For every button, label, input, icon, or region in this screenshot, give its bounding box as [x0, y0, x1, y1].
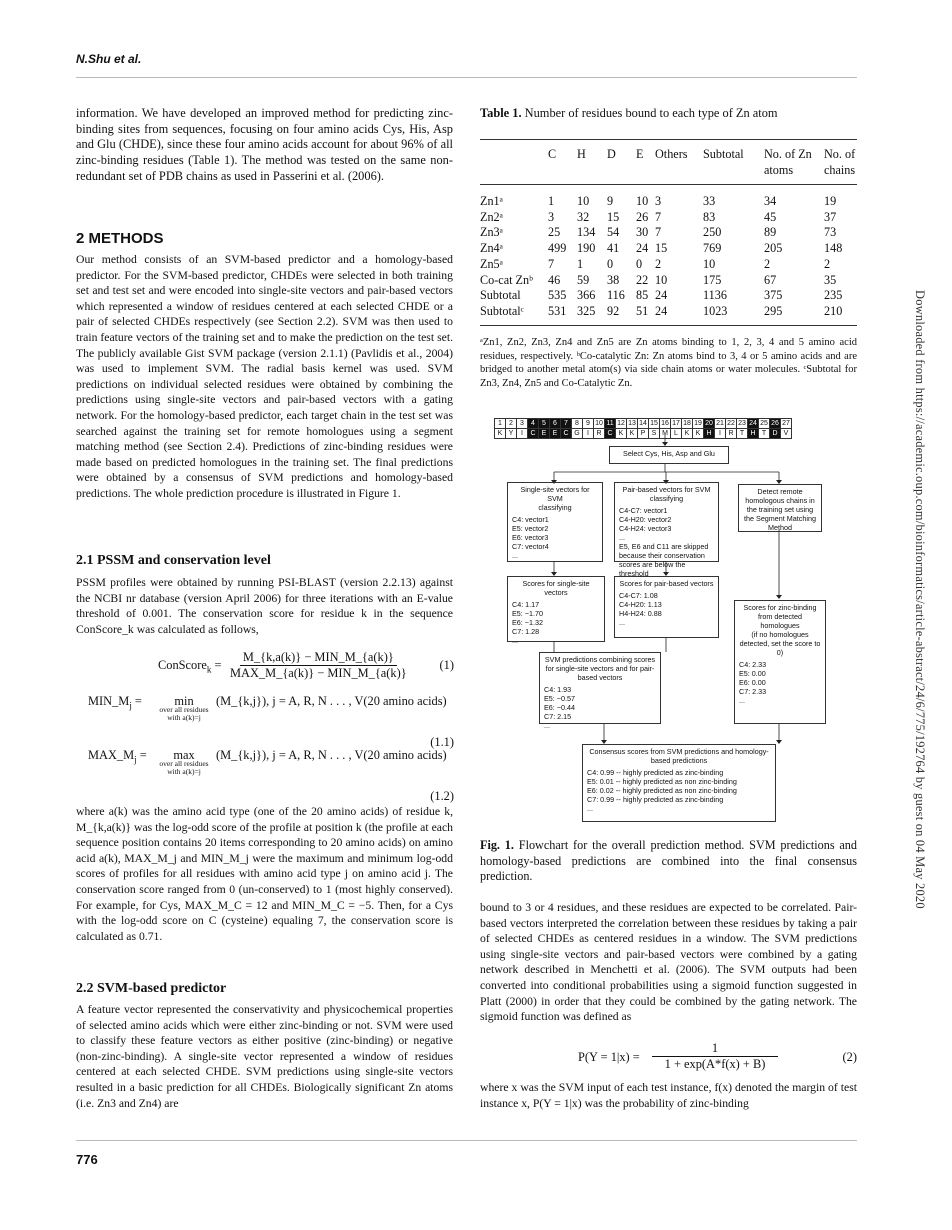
box-title-line: the Segment Matching — [744, 514, 816, 523]
table-cell: 89 — [764, 225, 777, 240]
section-2-1-heading: 2.1 PSSM and conservation level — [76, 553, 271, 568]
download-sidebar: Downloaded from https://academic.oup.com/bioinformatics/article-abstract/24/6/775/192764 by guest on 04 May 2020 — [913, 290, 927, 909]
single-site-vectors-box — [507, 482, 603, 562]
box-line: E5: −1.70 — [512, 609, 543, 618]
box-line: C4-H24: vector3 — [619, 524, 672, 533]
table-cell: 45 — [764, 209, 777, 224]
table-cell: 35 — [824, 272, 837, 287]
equation-2 — [578, 1041, 857, 1075]
th-e: E — [636, 147, 644, 161]
eq11-operator: min — [174, 694, 194, 708]
eq1-lhs: ConScore — [158, 658, 207, 672]
box-line: ... — [512, 551, 518, 560]
sequence-residue-cell: V — [780, 428, 792, 439]
box-line: C4: 0.99 -- highly predicted as zinc-binding — [587, 768, 724, 777]
sequence-position-cell: 25 — [758, 418, 770, 429]
table-cell: 366 — [577, 288, 596, 303]
table-cell: 0 — [636, 256, 643, 271]
homology-scores-box — [734, 600, 826, 724]
table-row-label: Zn5ᵃ — [480, 256, 503, 271]
sequence-position-cell: 8 — [571, 418, 583, 429]
table-top-rule — [480, 139, 857, 140]
box-line: ... — [739, 696, 745, 705]
sequence-residue-cell: L — [670, 428, 682, 439]
box-line: because their conservation — [619, 551, 705, 560]
table-cell: 190 — [577, 241, 596, 256]
table-cell: 205 — [764, 241, 783, 256]
table-cell: 51 — [636, 303, 649, 318]
table-1-body — [480, 194, 857, 320]
page-number: 776 — [76, 1152, 98, 1167]
table-cell: 67 — [764, 272, 777, 287]
box-line: E5, E6 and C11 are skipped — [619, 542, 709, 551]
select-chde-box: Select Cys, His, Asp and Glu — [609, 446, 729, 464]
consensus-scores-box — [582, 744, 776, 822]
sequence-residue-cell: C — [604, 428, 616, 439]
sequence-residue-cell: S — [648, 428, 660, 439]
table-row-label: Subtotal — [480, 288, 521, 303]
eq12-lhs: MAX_M — [88, 748, 135, 762]
homology-detection-box — [738, 484, 822, 532]
box-line: H4-H24: 0.88 — [619, 609, 662, 618]
box-title-line: the training set using — [746, 505, 814, 514]
table-header-rule — [480, 184, 857, 185]
sequence-position-cell: 12 — [615, 418, 627, 429]
table-cell: 769 — [703, 241, 722, 256]
table-1 — [480, 147, 857, 178]
th-subtotal: Subtotal — [703, 147, 744, 161]
sequence-residue-cell: C — [560, 428, 572, 439]
sequence-position-cell: 18 — [681, 418, 693, 429]
table-row — [480, 194, 857, 210]
box-title-line: Pair-based vectors for SVM — [622, 485, 711, 494]
box-line: C7: 0.99 -- highly predicted as zinc-binding — [587, 795, 724, 804]
sequence-position-cell: 22 — [725, 418, 737, 429]
box-title-line: Consensus scores from SVM predictions and homology- — [589, 747, 769, 756]
table-1-grid — [480, 147, 857, 178]
sequence-residue-cell: K — [626, 428, 638, 439]
sigmoid-paragraph: where x was the SVM input of each test instance, f(x) denoted the margin of test instance x, P(Y = 1|x) was the probability of zinc-binding — [480, 1081, 857, 1110]
table-cell: 15 — [607, 209, 620, 224]
figure-1-label: Fig. 1. — [480, 838, 514, 852]
table-row — [480, 273, 857, 289]
sequence-position-cell: 14 — [637, 418, 649, 429]
table-row-label: Zn2ᵃ — [480, 209, 503, 224]
box-line: E6: vector3 — [512, 533, 549, 542]
table-cell: 1136 — [703, 288, 727, 303]
sequence-position-cell: 6 — [549, 418, 561, 429]
table-cell: 235 — [824, 288, 843, 303]
pair-based-scores-box — [614, 576, 719, 638]
table-cell: 73 — [824, 225, 837, 240]
eq11-rhs: (M_{k,j}), j = A, R, N . . . , V(20 amino acids) — [216, 694, 447, 708]
box-title-line: Method — [768, 523, 792, 532]
table-cell: 325 — [577, 303, 596, 318]
sequence-residue-cell: C — [527, 428, 539, 439]
box-title-line: (if no homologues — [751, 630, 809, 639]
box-line: C7: 1.28 — [512, 627, 540, 636]
sequence-position-cell: 23 — [736, 418, 748, 429]
box-line: ... — [619, 533, 625, 542]
equation-1-2: $MAX\_M_j$ = max over all residues with a(k)=j (M_{k,j}), j = A, R, N . . . , V(20 amino acids) — [88, 748, 447, 776]
sequence-residue-cell: T — [758, 428, 770, 439]
table-row — [480, 304, 857, 320]
table-cell: 250 — [703, 225, 722, 240]
box-title-line: classifying — [538, 503, 572, 512]
box-title-line: Scores for pair-based vectors — [619, 579, 714, 588]
table-cell: 54 — [607, 225, 620, 240]
running-header-author: N.Shu et al. — [76, 52, 142, 66]
box-title-line: based vectors — [577, 673, 623, 682]
table-cell: 1 — [577, 256, 584, 271]
box-line: C7: 2.15 — [544, 712, 572, 721]
figure-1-caption-text: Flowchart for the overall prediction method. SVM predictions and homology-based predictions are combined into the final consensus prediction. — [480, 838, 857, 884]
box-title-line: Scores for zinc-binding — [743, 603, 817, 612]
sequence-position-cell: 1 — [494, 418, 506, 429]
header-rule — [76, 77, 857, 78]
sequence-position-cell: 2 — [505, 418, 517, 429]
sequence-residue-cell: P — [637, 428, 649, 439]
table-cell: 295 — [764, 303, 783, 318]
table-cell: 26 — [636, 209, 649, 224]
sequence-residue-cell: I — [714, 428, 726, 439]
box-line: scores are below the threshold — [619, 560, 686, 578]
table-cell: 22 — [636, 272, 649, 287]
box-line: E5: −0.57 — [544, 694, 575, 703]
table-row-label: Zn4ᵃ — [480, 241, 503, 256]
table-cell: 24 — [655, 288, 668, 303]
sequence-residue-cell: D — [769, 428, 781, 439]
table-row-label: Zn1ᵃ — [480, 194, 503, 208]
table-1-caption-text: Number of residues bound to each type of Zn atom — [524, 106, 778, 120]
table-1-label: Table 1. — [480, 106, 522, 120]
th-c: C — [548, 147, 557, 161]
figure-1-caption — [480, 838, 857, 885]
table-cell: 10 — [703, 256, 716, 271]
sequence-position-cell: 5 — [538, 418, 550, 429]
sequence-position-cell: 19 — [692, 418, 704, 429]
table-cell: 175 — [703, 272, 722, 287]
box-title-line: Single-site vectors for SVM — [520, 485, 590, 503]
table-cell: 2 — [655, 256, 662, 271]
eq12-under-2: with a(k)=j — [167, 767, 201, 776]
table-cell: 85 — [636, 288, 649, 303]
box-title-line: from detected homologues — [758, 612, 802, 630]
sequence-residue-cell: R — [725, 428, 737, 439]
eq12-rhs: (M_{k,j}), j = A, R, N . . . , V(20 amino acids) — [216, 748, 447, 762]
box-line: E5: 0.01 -- highly predicted as non zinc-binding — [587, 777, 737, 786]
figure-1-flowchart — [494, 412, 844, 824]
table-cell: 7 — [655, 225, 662, 240]
table-row-label: Co-cat Znᵇ — [480, 272, 533, 287]
eq1-denominator: MAX_M_{a(k)} − MIN_M_{a(k)} — [230, 666, 407, 680]
box-title-line: detected, set the score to 0) — [739, 639, 821, 657]
sequence-position-cell: 17 — [670, 418, 682, 429]
table-header-row — [480, 147, 857, 178]
sequence-position-cell: 16 — [659, 418, 671, 429]
sequence-residue-cell: R — [593, 428, 605, 439]
sequence-position-cell: 21 — [714, 418, 726, 429]
sequence-position-cell: 15 — [648, 418, 660, 429]
table-cell: 38 — [607, 272, 620, 287]
table-cell: 0 — [607, 256, 614, 271]
table-row — [480, 210, 857, 226]
th-d: D — [607, 147, 616, 161]
sequence-residue-cell: H — [703, 428, 715, 439]
table-row — [480, 241, 857, 257]
sequence-position-cell: 27 — [780, 418, 792, 429]
th-chains: No. of chains — [824, 147, 856, 177]
sequence-residue-cell: M — [659, 428, 671, 439]
single-site-scores-box — [507, 576, 605, 645]
box-title-line: homologous chains in — [745, 496, 815, 505]
svm-combined-box — [539, 652, 661, 730]
table-row — [480, 288, 857, 304]
equation-1: ConScore$_k$ = M_{k,a(k)} − MIN_M_{a(k)} MAX_M_{a(k)} − MIN_M_{a(k)} (1) — [158, 650, 454, 680]
eq11-lhs: MIN_M — [88, 694, 130, 708]
sequence-position-cell: 11 — [604, 418, 616, 429]
equation-1-1: $MIN\_M_j$ = min over all residues with a(k)=j (M_{k,j}), j = A, R, N . . . , V(20 amino acids) — [88, 694, 447, 722]
eq11-under-2: with a(k)=j — [167, 713, 201, 722]
sequence-position-cell: 4 — [527, 418, 539, 429]
box-line: ... — [544, 721, 550, 730]
eq2-tag: (2) — [842, 1050, 857, 1064]
section-2-heading: 2 METHODS — [76, 230, 164, 247]
table-cell: 92 — [607, 303, 620, 318]
box-line: C4: 1.93 — [544, 685, 572, 694]
eq1-tag: (1) — [439, 658, 454, 672]
table-cell: 1023 — [703, 303, 728, 318]
table-cell: 1 — [548, 194, 555, 208]
box-title-line: classifying — [649, 494, 684, 503]
table-cell: 2 — [764, 256, 771, 271]
eq2-numerator: 1 — [652, 1041, 778, 1057]
table-cell: 15 — [655, 241, 668, 256]
box-title-line: Detect remote — [757, 487, 803, 496]
sequence-position-cell: 3 — [516, 418, 528, 429]
pssm-paragraph: PSSM profiles were obtained by running PSI-BLAST (version 2.2.13) against the NCBI nr database (version April 2006) for three iterations with an E-value threshold of 0.001. The conservation score for residue k in the sequence ConScore_k was calculated as follows, — [76, 576, 453, 636]
table-cell: 375 — [764, 288, 783, 303]
box-line: C7: vector4 — [512, 542, 549, 551]
sequence-position-cell: 20 — [703, 418, 715, 429]
eq12-operator: max — [173, 748, 195, 762]
sequence-position-cell: 10 — [593, 418, 605, 429]
sequence-position-cell: 9 — [582, 418, 594, 429]
sequence-residue-cell: G — [571, 428, 583, 439]
eq1-numerator: M_{k,a(k)} − MIN_M_{a(k)} — [240, 650, 397, 666]
table-cell: 116 — [607, 288, 625, 303]
table-cell: 41 — [607, 241, 620, 256]
table-cell: 3 — [655, 194, 662, 208]
table-1-caption — [480, 106, 778, 121]
methods-paragraph: Our method consists of an SVM-based predictor and a homology-based predictor. For the SVM-based predictor, CHDEs were selected in both training set and test set and were encoded into single-site vectors and pair-based vectors which represented a window of residues centered at each selected CHDE or a pair of selected CHDEs respectively (see Section 2.2). SVM was then used to train feature vectors of the training set and to make the prediction on the test set. The publicly available Gist SVM package (version 2.1.1) (Pavlidis et al., 2004) was used to implement SVM. The radial basis kernel was used. SVM predictions on individual selected residues were obtained by combining the predictions using single-site vectors and pair-based vectors with a gating network. For the homology-based predictor, each target chain in the test set was searched against the training set for remote homologues using a segment matching method (see Section 2.4). Predictions of zinc-binding residues were made based on predicted homologues in the training set. The final predictions were obtained by a consensus of SVM predictions and homology-based predictions. The whole prediction procedure is illustrated in Figure 1. — [76, 253, 453, 500]
table-cell: 37 — [824, 209, 837, 224]
sequence-residue-cell: K — [681, 428, 693, 439]
table-cell: 7 — [548, 256, 555, 271]
eq12-under-1: over all residues — [159, 759, 209, 768]
box-line: E5: 0.00 — [739, 669, 766, 678]
th-h: H — [577, 147, 586, 161]
table-cell: 535 — [548, 288, 567, 303]
sequence-residue-cell: H — [747, 428, 759, 439]
table-cell: 34 — [764, 194, 777, 208]
table-1-footnote: ᵃZn1, Zn2, Zn3, Zn4 and Zn5 are Zn atoms binding to 1, 2, 3, 4 and 5 amino acid residues, respectively. ᵇCo-catalytic Zn: Zn atoms bind to 3, 4 or 5 amino acids and are bridged to another metal atom(s) via side chain atoms or water molecules. ᶜSubtotal for Zn3, Zn4, Zn5 and Co-Catalytic Zn. — [480, 337, 857, 389]
box-title-line: based predictions — [650, 756, 708, 765]
table-cell: 499 — [548, 241, 567, 256]
box-title-line: for single-site vectors and for pair- — [545, 664, 655, 673]
box-title-line: Scores for single-site vectors — [522, 579, 590, 597]
table-row-label: Zn3ᵃ — [480, 225, 503, 240]
box-line: ... — [619, 618, 625, 627]
table-cell: 46 — [548, 272, 561, 287]
table-cell: 83 — [703, 209, 716, 224]
footer-rule — [76, 1140, 857, 1141]
table-cell: 24 — [655, 303, 668, 318]
sequence-residue-cell: E — [538, 428, 550, 439]
th-blank — [480, 147, 548, 178]
table-cell: 19 — [824, 194, 837, 208]
sequence-residue-cell: K — [692, 428, 704, 439]
sequence-position-cell: 24 — [747, 418, 759, 429]
pair-based-vectors-box — [614, 482, 719, 578]
box-line: ... — [587, 804, 593, 813]
th-zn-atoms: No. of Zn atoms — [764, 147, 812, 177]
intro-paragraph: information. We have developed an improved method for predicting zinc-binding sites from sequences, focusing on four amino acids Cys, His, Asp and Glu (CHDE), since these four amino acids account for about 96% of all zinc-binding residues (Table 1). The method was tested on the same non-redundant set of PDB chains as used in Passerini et al. (2006). — [76, 106, 453, 183]
eq2-lhs: P(Y = 1|x) = — [578, 1050, 640, 1064]
section-2-2-heading: 2.2 SVM-based predictor — [76, 981, 227, 996]
table-cell: 531 — [548, 303, 567, 318]
box-title-line: SVM predictions combining scores — [544, 655, 656, 664]
table-cell: 24 — [636, 241, 649, 256]
conservation-paragraph: where a(k) was the amino acid type (one of the 20 amino acids) of residue k, M_{k,a(k)} was the log-odd score of the profile at position k (the profile at each sequence position contains 20 items corresponding to 20 amino acids) on amino acid a(k), MAX_M_j and MIN_M_j were the maximum and minimum log-odd scores of profiles for all residues with amino acid type j on amino acid j. The conservation score ranged from 0 (un-conserved) to 1 (most highly conserved). For example, for Cys, MAX_M_C = 12 and MIN_M_C = −5. Then, for a Cys with the log-odd score on C (cysteine) equaling 7, the conservation score is calculated as 0.71. — [76, 805, 453, 943]
box-line: ... — [512, 636, 518, 645]
box-line: C4: vector1 — [512, 515, 549, 524]
eq12-tag: (1.2) — [430, 789, 454, 803]
box-line: E6: 0.02 -- highly predicted as non zinc-binding — [587, 786, 737, 795]
table-cell: 25 — [548, 225, 561, 240]
box-line: E6: −1.32 — [512, 618, 543, 627]
sequence-position-cell: 13 — [626, 418, 638, 429]
box-line: C4-C7: 1.08 — [619, 591, 658, 600]
table-cell: 148 — [824, 241, 843, 256]
table-cell: 10 — [655, 272, 668, 287]
th-others: Others — [655, 147, 688, 161]
sequence-residue-cell: T — [736, 428, 748, 439]
eq2-denominator: 1 + exp(A*f(x) + B) — [664, 1057, 766, 1071]
table-cell: 32 — [577, 209, 590, 224]
sequence-residue-cell: Y — [505, 428, 517, 439]
table-cell: 10 — [577, 194, 590, 208]
box-line: E6: 0.00 — [739, 678, 766, 687]
table-cell: 2 — [824, 256, 831, 271]
box-line: C4-H20: 1.13 — [619, 600, 662, 609]
table-row-label: Subtotalᶜ — [480, 303, 524, 318]
table-cell: 59 — [577, 272, 590, 287]
table-cell: 134 — [577, 225, 596, 240]
table-cell: 33 — [703, 194, 716, 208]
table-1-body-grid — [480, 194, 857, 320]
sequence-residue-cell: I — [582, 428, 594, 439]
table-cell: 3 — [548, 209, 555, 224]
table-cell: 210 — [824, 303, 843, 318]
table-cell: 30 — [636, 225, 649, 240]
box-line: E6: −0.44 — [544, 703, 575, 712]
sequence-residue-cell: K — [615, 428, 627, 439]
table-bottom-rule — [480, 325, 857, 326]
sequence-position-cell: 26 — [769, 418, 781, 429]
sequence-residue-cell: K — [494, 428, 506, 439]
gating-paragraph: bound to 3 or 4 residues, and these residues are expected to be correlated. Pair-based vectors interpreted the correlation between these residues by taking a pair of selected CHDEs as centered residues in a window. The SVM predictions using single-site vectors and pair-based vectors were combined by a gating network described in Menchetti et al. (2006). The SVM outputs had been converted into conditional probabilities using a sigmoid function suggested in Platt (2000) in order that they could be combined by the gating network. The sigmoid function was defined as — [480, 901, 857, 1024]
box-line: C4-C7: vector1 — [619, 506, 668, 515]
table-row — [480, 257, 857, 273]
table-cell: 7 — [655, 209, 662, 224]
table-row — [480, 225, 857, 241]
box-line: C7: 2.33 — [739, 687, 767, 696]
svm-paragraph: A feature vector represented the conservativity and physicochemical properties of selected amino acids which were either zinc-binding or not. SVM were used to classify these feature vectors as either positive (zinc-binding) or negative (non-zinc-binding). A single-site vector represented a window of residues centered at each selected CHDE. SVM predictions using single-site vectors resulted in a basic prediction for all CHDEs. Biologically significant Zn atoms (i.e. Zn3 and Zn4) are — [76, 1003, 453, 1110]
eq11-tag: (1.1) — [430, 735, 454, 749]
sequence-position-cell: 7 — [560, 418, 572, 429]
table-cell: 9 — [607, 194, 614, 208]
box-line: E5: vector2 — [512, 524, 549, 533]
eq11-under-1: over all residues — [159, 705, 209, 714]
box-line: C4: 1.17 — [512, 600, 540, 609]
table-cell: 10 — [636, 194, 649, 208]
box-line: C4: 2.33 — [739, 660, 767, 669]
box-line: C4-H20: vector2 — [619, 515, 672, 524]
sequence-residue-cell: E — [549, 428, 561, 439]
sequence-residue-cell: I — [516, 428, 528, 439]
